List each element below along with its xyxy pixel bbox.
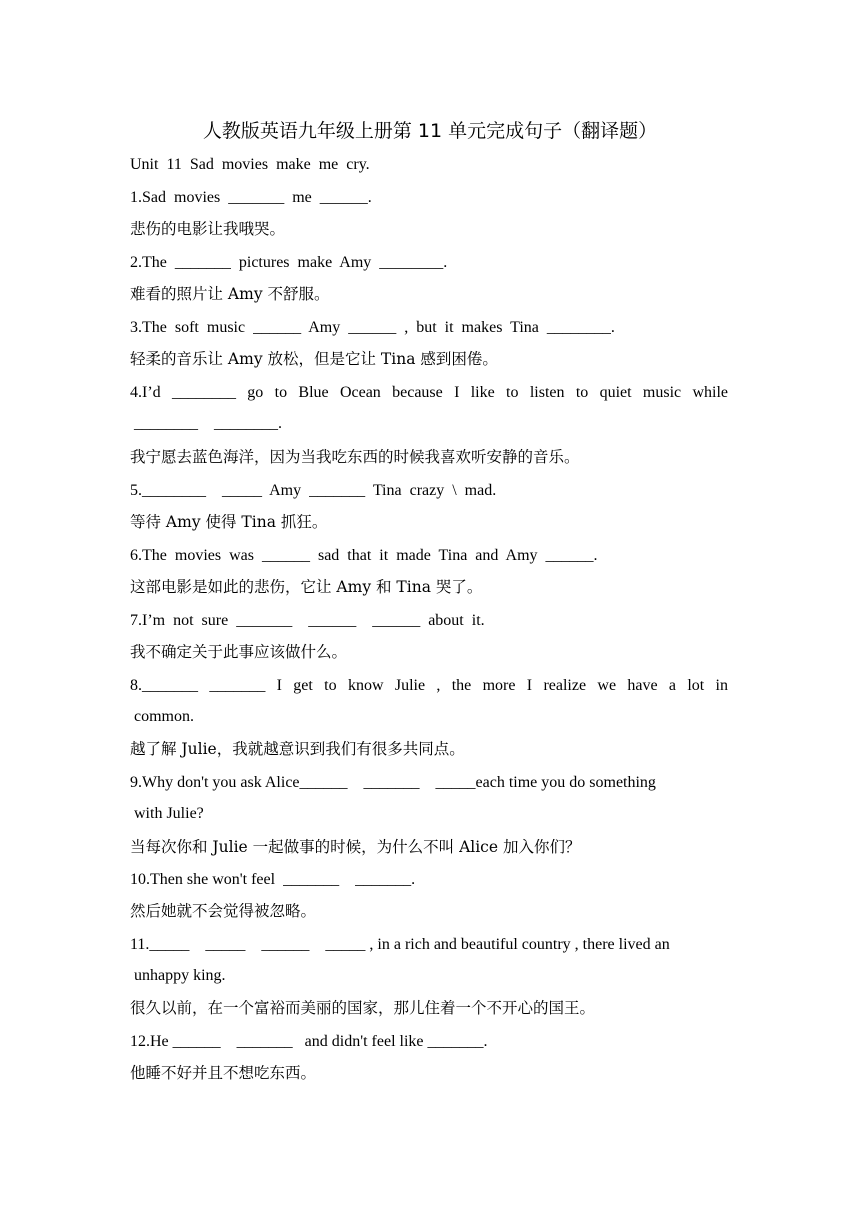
question-9-chinese: 当每次你和 Julie 一起做事的时候，为什么不叫 Alice 加入你们？ [130, 838, 581, 856]
question-5-english: 5.________ _____ Amy _______ Tina crazy \ mad. [130, 482, 497, 499]
question-1-chinese: 悲伤的电影让我哦哭。 [130, 220, 286, 238]
question-4-english-line-2: ________ ________. [130, 415, 282, 432]
question-8-english-line-2: common. [130, 708, 194, 725]
question-3-chinese: 轻柔的音乐让 Amy 放松，但是它让 Tina 感到困倦。 [130, 350, 498, 368]
unit-heading: Unit 11 Sad movies make me cry. [130, 156, 370, 173]
question-12-chinese: 他睡不好并且不想吃东西。 [130, 1064, 317, 1082]
question-10-chinese: 然后她就不会觉得被忽略。 [130, 902, 317, 920]
question-6-english: 6.The movies was ______ sad that it made Tina and Amy ______. [130, 547, 598, 564]
question-11-english-line-1: 11._____ _____ ______ _____ , in a rich and beautiful country , there lived an [130, 936, 670, 953]
question-2-chinese: 难看的照片让 Amy 不舒服。 [130, 285, 330, 303]
question-1-english: 1.Sad movies _______ me ______. [130, 189, 372, 206]
question-4-english-line-1: 4.I’d ________ go to Blue Ocean because I like to listen to quiet music while [130, 384, 728, 401]
question-10-english: 10.Then she won't feel _______ _______. [130, 871, 416, 888]
question-2-english: 2.The _______ pictures make Amy ________. [130, 254, 448, 271]
question-8-chinese: 越了解 Julie，我就越意识到我们有很多共同点。 [130, 740, 465, 758]
question-6-chinese: 这部电影是如此的悲伤，它让 Amy 和 Tina 哭了。 [130, 578, 483, 596]
question-9-english-line-2: with Julie? [130, 805, 204, 822]
question-12-english: 12.He ______ _______ and didn't feel like _______. [130, 1033, 488, 1050]
question-4-chinese: 我宁愿去蓝色海洋，因为当我吃东西的时候我喜欢听安静的音乐。 [130, 448, 580, 466]
question-7-chinese: 我不确定关于此事应该做什么。 [130, 643, 348, 661]
question-3-english: 3.The soft music ______ Amy ______ , but it makes Tina ________. [130, 319, 615, 336]
question-7-english: 7.I’m not sure _______ ______ ______ about it. [130, 612, 485, 629]
question-8-english-line-1: 8._______ _______ I get to know Julie , the more I realize we have a lot in [130, 677, 728, 694]
question-11-english-line-2: unhappy king. [130, 967, 226, 984]
question-9-english-line-1: 9.Why don't you ask Alice______ _______ _____each time you do something [130, 774, 656, 791]
page-title: 人教版英语九年级上册第 11 单元完成句子（翻译题） [202, 120, 658, 142]
question-11-chinese: 很久以前，在一个富裕而美丽的国家，那儿住着一个不开心的国王。 [130, 999, 596, 1017]
question-5-chinese: 等待 Amy 使得 Tina 抓狂。 [130, 513, 328, 531]
